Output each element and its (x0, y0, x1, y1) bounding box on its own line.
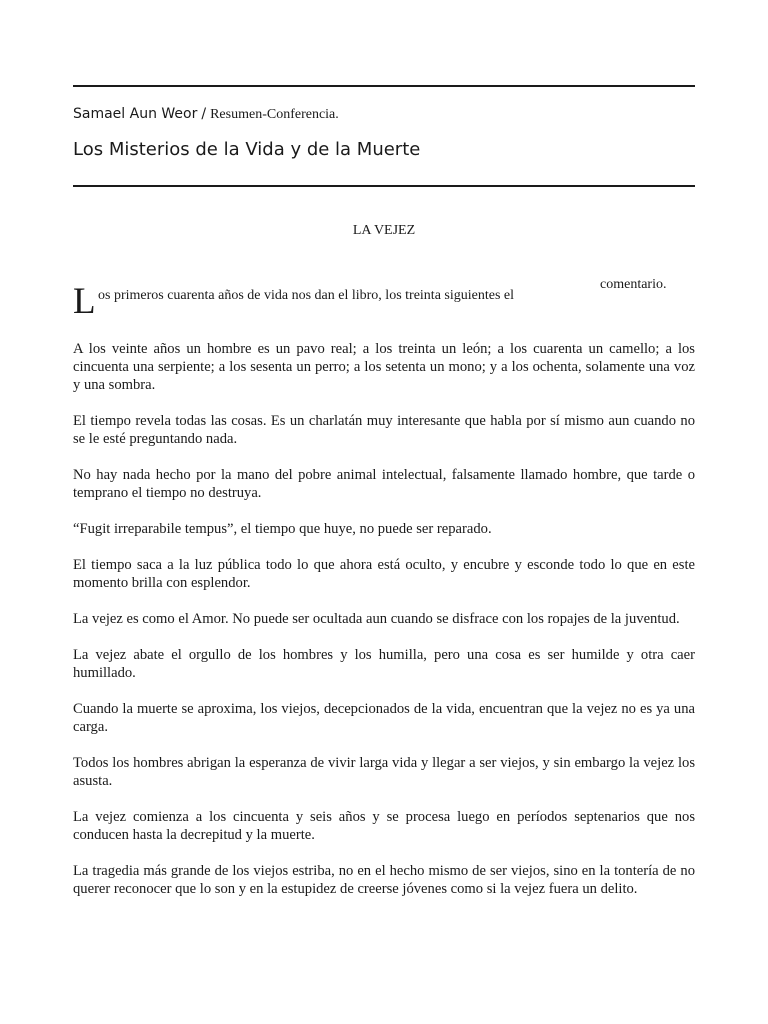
first-paragraph (73, 278, 695, 322)
header-bottom-rule (73, 185, 695, 187)
paragraph: No hay nada hecho por la mano del pobre animal intelectual, falsamente llamado hombre, que tarde o temprano el tiempo no destruya. (73, 467, 695, 501)
document-title: Los Misterios de la Vida y de la Muerte (73, 139, 421, 160)
paragraph: El tiempo revela todas las cosas. Es un charlatán muy interesante que habla por sí mismo aun cuando no se le esté preguntando nada. (73, 413, 695, 447)
paragraph: La vejez abate el orgullo de los hombres y los humilla, pero una cosa es ser humilde y otra caer humillado. (73, 647, 695, 681)
author-name: Samael Aun Weor (73, 106, 198, 122)
paragraph: A los veinte años un hombre es un pavo real; a los treinta un león; a los cuarenta un camello; a los cincuenta una serpiente; a los sesenta un perro; a los setenta un mono; y a los ochenta, solamente una voz y una sombra. (73, 341, 695, 393)
paragraph: La vejez comienza a los cincuenta y seis años y se procesa luego en períodos septenarios que nos conducen hasta la decrepitud y la muerte. (73, 809, 695, 843)
paragraph: La tragedia más grande de los viejos estriba, no en el hecho mismo de ser viejos, sino en la tontería de no querer reconocer que lo son y en la estupidez de creerse jóvenes como si la vejez fuera un delito. (73, 863, 695, 897)
paragraph: La vejez es como el Amor. No puede ser ocultada aun cuando se disfrace con los ropajes de la juventud. (73, 611, 680, 627)
drop-cap: L (73, 281, 96, 322)
body-text (73, 340, 695, 916)
first-paragraph-text: os primeros cuarenta años de vida nos dan el libro, los treinta siguientes el (98, 288, 515, 303)
document-subtitle: Resumen-Conferencia. (210, 107, 339, 122)
header-top-rule (73, 85, 695, 87)
paragraph: El tiempo saca a la luz pública todo lo que ahora está oculto, y encubre y esconde todo lo que en este momento brilla con esplendor. (73, 557, 695, 591)
paragraph: Cuando la muerte se aproxima, los viejos, decepcionados de la vida, encuentran que la vejez no es ya una carga. (73, 701, 695, 735)
section-title: LA VEJEZ (352, 223, 416, 238)
author-line (73, 104, 339, 125)
paragraph: “Fugit irreparabile tempus”, el tiempo que huye, no puede ser reparado. (73, 521, 492, 537)
paragraph: Todos los hombres abrigan la esperanza de vivir larga vida y llegar a ser viejos, y sin embargo la vejez los asusta. (73, 755, 695, 789)
first-paragraph-superscript: comentario. (600, 277, 667, 292)
author-separator: / (201, 106, 207, 122)
